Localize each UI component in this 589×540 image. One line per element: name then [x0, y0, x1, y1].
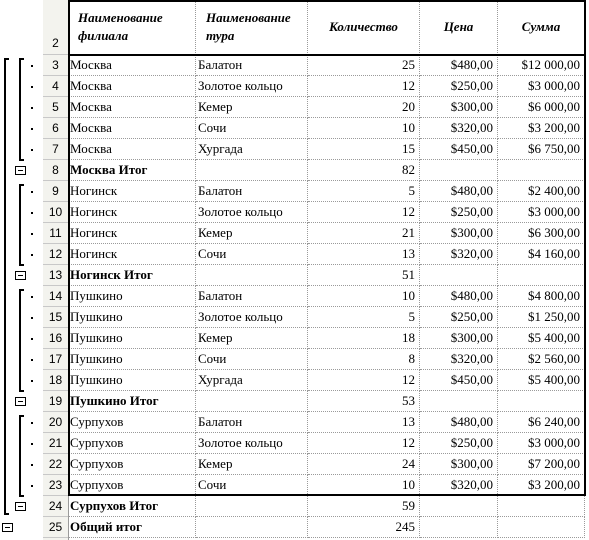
- row-level-dot: [31, 149, 33, 151]
- row-level-dot: [31, 212, 33, 214]
- cell-qty[interactable]: 24: [308, 454, 420, 475]
- row-number[interactable]: 8: [43, 160, 68, 181]
- cell-branch[interactable]: Москва Итог: [68, 160, 196, 181]
- table-row: [68, 454, 585, 475]
- row-number[interactable]: 11: [43, 223, 68, 244]
- table-row: [68, 181, 585, 202]
- cell-price[interactable]: $300,00: [420, 454, 498, 475]
- cell-qty[interactable]: 12: [308, 433, 420, 454]
- cell-price[interactable]: [420, 160, 498, 181]
- cell-tour[interactable]: Золотое кольцо: [196, 307, 308, 328]
- row-level-dot: [31, 191, 33, 193]
- cell-price[interactable]: $320,00: [420, 349, 498, 370]
- cell-tour[interactable]: Сочи: [196, 349, 308, 370]
- row-level-dot: [31, 128, 33, 130]
- outline-level1-bracket[interactable]: [4, 58, 9, 515]
- cell-tour[interactable]: Хургада: [196, 139, 308, 160]
- cell-sum[interactable]: $3 200,00: [498, 118, 585, 139]
- cell-tour[interactable]: Балатон: [196, 181, 308, 202]
- cell-branch[interactable]: Ногинск: [68, 223, 196, 244]
- cell-branch[interactable]: Сурпухов Итог: [68, 496, 196, 517]
- table-row: [68, 139, 585, 160]
- table-row: [68, 412, 585, 433]
- cell-qty[interactable]: 13: [308, 412, 420, 433]
- cell-sum[interactable]: [498, 265, 585, 286]
- table-row: [68, 307, 585, 328]
- cell-sum[interactable]: $3 000,00: [498, 202, 585, 223]
- row-number[interactable]: 13: [43, 265, 68, 286]
- cell-branch[interactable]: Пушкино: [68, 307, 196, 328]
- cell-branch[interactable]: Москва: [68, 118, 196, 139]
- cell-qty[interactable]: 10: [308, 475, 420, 496]
- table-row: [68, 76, 585, 97]
- row-level-dot: [31, 485, 33, 487]
- collapse-all-button[interactable]: [2, 523, 13, 532]
- cell-sum[interactable]: $7 200,00: [498, 454, 585, 475]
- collapse-group-button[interactable]: [15, 166, 26, 175]
- cell-sum[interactable]: $6 750,00: [498, 139, 585, 160]
- cell-branch[interactable]: Сурпухов: [68, 475, 196, 496]
- cell-sum[interactable]: $12 000,00: [498, 55, 585, 76]
- cell-tour[interactable]: [196, 496, 308, 517]
- row-number[interactable]: 25: [43, 517, 68, 538]
- group-bracket[interactable]: [19, 58, 24, 161]
- row-number[interactable]: 3: [43, 55, 68, 76]
- cell-sum[interactable]: [498, 517, 585, 538]
- cell-tour[interactable]: Золотое кольцо: [196, 433, 308, 454]
- row-number[interactable]: 10: [43, 202, 68, 223]
- cell-tour[interactable]: Кемер: [196, 454, 308, 475]
- spreadsheet-grid: [68, 0, 589, 540]
- subtotal-row: [68, 496, 585, 517]
- cell-branch[interactable]: Пушкино: [68, 286, 196, 307]
- cell-sum[interactable]: $6 300,00: [498, 223, 585, 244]
- row-number[interactable]: 17: [43, 349, 68, 370]
- cell-sum[interactable]: $3 200,00: [498, 475, 585, 496]
- row-number[interactable]: 21: [43, 433, 68, 454]
- cell-sum[interactable]: $1 250,00: [498, 307, 585, 328]
- row-number[interactable]: 14: [43, 286, 68, 307]
- cell-qty[interactable]: 25: [308, 55, 420, 76]
- subtotal-row: [68, 160, 585, 181]
- cell-price[interactable]: $250,00: [420, 433, 498, 454]
- cell-qty[interactable]: 21: [308, 223, 420, 244]
- cell-price[interactable]: $300,00: [420, 328, 498, 349]
- cell-qty[interactable]: 20: [308, 97, 420, 118]
- cell-qty[interactable]: 10: [308, 286, 420, 307]
- cell-tour[interactable]: Балатон: [196, 412, 308, 433]
- cell-qty[interactable]: 18: [308, 328, 420, 349]
- cell-branch[interactable]: Ногинск: [68, 181, 196, 202]
- cell-price[interactable]: [420, 391, 498, 412]
- column-header-qty[interactable]: Количество: [308, 0, 420, 55]
- row-level-dot: [31, 422, 33, 424]
- table-row: [68, 118, 585, 139]
- cell-tour[interactable]: Хургада: [196, 370, 308, 391]
- table-row: [68, 55, 585, 76]
- cell-price[interactable]: [420, 496, 498, 517]
- row-number[interactable]: 12: [43, 244, 68, 265]
- cell-branch[interactable]: Пушкино: [68, 349, 196, 370]
- row-number[interactable]: 18: [43, 370, 68, 391]
- cell-qty[interactable]: 59: [308, 496, 420, 517]
- collapse-group-button[interactable]: [15, 271, 26, 280]
- table-row: [68, 223, 585, 244]
- cell-sum[interactable]: [498, 160, 585, 181]
- column-header-sum[interactable]: Сумма: [498, 0, 585, 55]
- cell-sum[interactable]: $5 400,00: [498, 328, 585, 349]
- column-header-branch[interactable]: Наименование филиала: [68, 0, 196, 55]
- column-header-price[interactable]: Цена: [420, 0, 498, 55]
- table-row: [68, 433, 585, 454]
- cell-tour[interactable]: Кемер: [196, 328, 308, 349]
- table-row: [68, 349, 585, 370]
- cell-price[interactable]: $300,00: [420, 223, 498, 244]
- cell-price[interactable]: [420, 517, 498, 538]
- row-number[interactable]: 22: [43, 454, 68, 475]
- row-number[interactable]: 2: [43, 0, 68, 55]
- cell-price[interactable]: $320,00: [420, 475, 498, 496]
- row-number[interactable]: 6: [43, 118, 68, 139]
- subtotal-row: [68, 517, 585, 538]
- row-level-dot: [31, 107, 33, 109]
- cell-price[interactable]: $320,00: [420, 244, 498, 265]
- cell-qty[interactable]: 15: [308, 139, 420, 160]
- cell-tour[interactable]: Золотое кольцо: [196, 202, 308, 223]
- cell-price[interactable]: $450,00: [420, 139, 498, 160]
- cell-sum[interactable]: $6 000,00: [498, 97, 585, 118]
- cell-sum[interactable]: $6 240,00: [498, 412, 585, 433]
- cell-branch[interactable]: Общий итог: [68, 517, 196, 538]
- table-row: [68, 475, 585, 496]
- table-row: [68, 286, 585, 307]
- row-level-dot: [31, 296, 33, 298]
- row-number[interactable]: 5: [43, 97, 68, 118]
- cell-sum[interactable]: $2 400,00: [498, 181, 585, 202]
- cell-tour[interactable]: Кемер: [196, 97, 308, 118]
- cell-branch[interactable]: Пушкино Итог: [68, 391, 196, 412]
- cell-branch[interactable]: Москва: [68, 55, 196, 76]
- cell-price[interactable]: $480,00: [420, 181, 498, 202]
- cell-tour[interactable]: [196, 517, 308, 538]
- cell-branch[interactable]: Сурпухов: [68, 412, 196, 433]
- cell-price[interactable]: $480,00: [420, 286, 498, 307]
- cell-price[interactable]: $450,00: [420, 370, 498, 391]
- cell-qty[interactable]: 5: [308, 181, 420, 202]
- cell-qty[interactable]: 12: [308, 370, 420, 391]
- cell-price[interactable]: $250,00: [420, 307, 498, 328]
- cell-branch[interactable]: Москва: [68, 97, 196, 118]
- cell-qty[interactable]: 51: [308, 265, 420, 286]
- row-number[interactable]: 19: [43, 391, 68, 412]
- row-number[interactable]: 15: [43, 307, 68, 328]
- row-number[interactable]: 16: [43, 328, 68, 349]
- cell-sum[interactable]: [498, 391, 585, 412]
- cell-sum[interactable]: $4 160,00: [498, 244, 585, 265]
- cell-qty[interactable]: 12: [308, 76, 420, 97]
- table-row: [68, 97, 585, 118]
- group-bracket[interactable]: [19, 415, 24, 497]
- row-number[interactable]: 23: [43, 475, 68, 496]
- column-header-tour[interactable]: Наименование тура: [196, 0, 308, 55]
- outline-gutter: [0, 0, 43, 540]
- cell-branch[interactable]: Ногинск Итог: [68, 265, 196, 286]
- subtotal-row: [68, 391, 585, 412]
- cell-tour[interactable]: Сочи: [196, 244, 308, 265]
- cell-sum[interactable]: [498, 496, 585, 517]
- cell-sum[interactable]: $5 400,00: [498, 370, 585, 391]
- row-number[interactable]: 4: [43, 76, 68, 97]
- cell-tour[interactable]: [196, 265, 308, 286]
- row-level-dot: [31, 233, 33, 235]
- row-number[interactable]: 9: [43, 181, 68, 202]
- cell-tour[interactable]: Балатон: [196, 55, 308, 76]
- cell-branch[interactable]: Пушкино: [68, 328, 196, 349]
- cell-tour[interactable]: [196, 391, 308, 412]
- cell-price[interactable]: $250,00: [420, 76, 498, 97]
- cell-price[interactable]: $300,00: [420, 97, 498, 118]
- cell-qty[interactable]: 82: [308, 160, 420, 181]
- cell-price[interactable]: $250,00: [420, 202, 498, 223]
- cell-tour[interactable]: Кемер: [196, 223, 308, 244]
- cell-tour[interactable]: Сочи: [196, 118, 308, 139]
- table-row: [68, 244, 585, 265]
- cell-sum[interactable]: $3 000,00: [498, 433, 585, 454]
- table-row: [68, 328, 585, 349]
- row-header-column: [43, 0, 69, 540]
- row-level-dot: [31, 443, 33, 445]
- row-level-dot: [31, 65, 33, 67]
- cell-branch[interactable]: Москва: [68, 139, 196, 160]
- cell-price[interactable]: $480,00: [420, 412, 498, 433]
- row-level-dot: [31, 86, 33, 88]
- cell-tour[interactable]: Балатон: [196, 286, 308, 307]
- cell-qty[interactable]: 53: [308, 391, 420, 412]
- cell-tour[interactable]: [196, 160, 308, 181]
- cell-branch[interactable]: Москва: [68, 76, 196, 97]
- cell-qty[interactable]: 8: [308, 349, 420, 370]
- cell-qty[interactable]: 245: [308, 517, 420, 538]
- cell-tour[interactable]: Золотое кольцо: [196, 76, 308, 97]
- cell-qty[interactable]: 13: [308, 244, 420, 265]
- cell-price[interactable]: $320,00: [420, 118, 498, 139]
- cell-sum[interactable]: $4 800,00: [498, 286, 585, 307]
- subtotal-row: [68, 265, 585, 286]
- group-bracket[interactable]: [19, 289, 24, 392]
- table-row: [68, 202, 585, 223]
- cell-branch[interactable]: Ногинск: [68, 244, 196, 265]
- cell-branch[interactable]: Пушкино: [68, 370, 196, 391]
- cell-sum[interactable]: $2 560,00: [498, 349, 585, 370]
- table-row: [68, 370, 585, 391]
- row-level-dot: [31, 380, 33, 382]
- row-level-dot: [31, 338, 33, 340]
- cell-qty[interactable]: 5: [308, 307, 420, 328]
- collapse-group-button[interactable]: [15, 397, 26, 406]
- cell-branch[interactable]: Сурпухов: [68, 433, 196, 454]
- cell-price[interactable]: $480,00: [420, 55, 498, 76]
- collapse-group-button[interactable]: [15, 502, 26, 511]
- row-number[interactable]: 24: [43, 496, 68, 517]
- cell-qty[interactable]: 12: [308, 202, 420, 223]
- row-level-dot: [31, 254, 33, 256]
- row-level-dot: [31, 359, 33, 361]
- row-number[interactable]: 20: [43, 412, 68, 433]
- row-number[interactable]: 7: [43, 139, 68, 160]
- cell-branch[interactable]: Сурпухов: [68, 454, 196, 475]
- group-bracket[interactable]: [19, 184, 24, 266]
- row-level-dot: [31, 464, 33, 466]
- cell-price[interactable]: [420, 265, 498, 286]
- cell-sum[interactable]: $3 000,00: [498, 76, 585, 97]
- cell-qty[interactable]: 10: [308, 118, 420, 139]
- cell-branch[interactable]: Ногинск: [68, 202, 196, 223]
- cell-tour[interactable]: Сочи: [196, 475, 308, 496]
- row-level-dot: [31, 317, 33, 319]
